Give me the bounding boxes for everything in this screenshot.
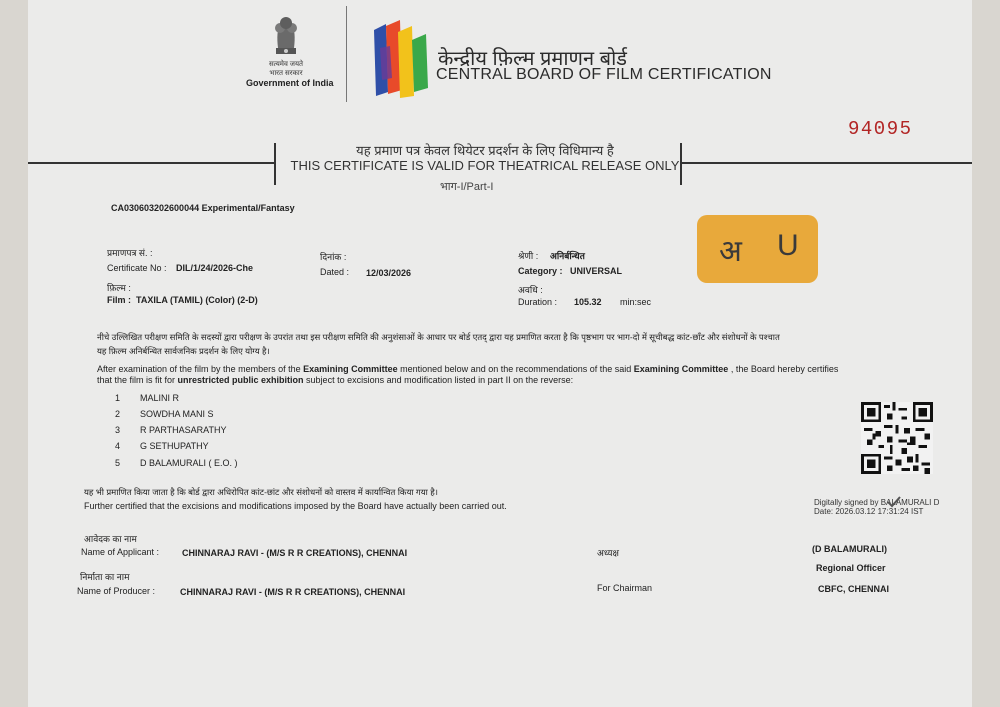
date-label: Dated : [320,267,350,277]
chairman-hindi: अध्यक्ष [597,548,619,558]
right-bracket [680,143,682,185]
right-rule [682,162,972,164]
left-rule [28,162,274,164]
statement-english-line1: After examination of the film by the members of the Examining Committee mentioned below and on the recommendations of the said Examining Committee , the Board hereby certifies [97,364,839,374]
producer-label: Name of Producer : [77,586,156,596]
applicant-hindi-label: आवेदक का नाम [84,534,137,544]
duration-hindi-label: अवधि : [518,285,543,295]
further-english: Further certified that the excisions and modifications imposed by the Board have actually been carried out. [84,501,507,511]
govt-of-india-label: Government of India [246,78,334,88]
emblem-govt-hindi: भारत सरकार [269,70,303,77]
category-value: UNIVERSAL [570,266,623,276]
further-hindi: यह भी प्रमाणित किया जाता है कि बोर्ड द्वारा अधिरोपित कांट-छांट और संशोधनों को वास्तव में कार्यान्वित किया गया है। [84,487,438,497]
left-bracket [274,143,276,185]
validity-hindi: यह प्रमाण पत्र केवल थियेटर प्रदर्शन के लिए विधिमान्य है [356,143,614,158]
digital-signature-line1: Digitally signed by BALAMURALI D [814,498,940,507]
duration-label: Duration : [518,297,558,307]
date-hindi-label: दिनांक : [320,252,347,262]
film-label: Film : [107,295,131,305]
board-name-english: CENTRAL BOARD OF FILM CERTIFICATION [436,66,772,83]
category-hindi-value: अनिर्बन्धित [550,251,585,261]
part-label: भाग-I/Part-I [440,181,494,193]
statement-hindi-line1: नीचे उल्लिखित परीक्षण समिति के सदस्यों द्वारा परीक्षण के उपरांत तथा इस परीक्षण समिति की अनुशंसाओं के आधार पर बोर्ड एतद् द्वारा यह प्रमाणित करता है कि पृष्ठभाग पर भाग-दो में सूचीबद्ध कांट-छाँट और संशोधनों के पश्चात [97,332,780,342]
committee-member: R PARTHASARATHY [140,425,227,435]
emblem-block [246,12,334,88]
for-chairman-label: For Chairman [597,583,653,593]
signatory-office: CBFC, CHENNAI [818,584,889,594]
film-value: TAXILA (TAMIL) (Color) (2-D) [136,295,258,305]
signatory-title: Regional Officer [816,563,886,573]
committee-no: 2 [115,409,121,419]
applicant-label: Name of Applicant : [81,547,160,557]
board-name-hindi: केन्द्रीय फ़िल्म प्रमाणन बोर्ड [438,48,627,70]
cbfc-logo-icon [370,18,432,100]
qr-code-icon [860,402,934,474]
committee-no: 3 [115,425,121,435]
duration-value: 105.32 [574,297,602,307]
committee-member: SOWDHA MANI S [140,409,214,419]
statement-english-line2: that the film is fit for unrestricted public exhibition subject to excisions and modification listed in part II on the reverse: [97,375,574,385]
committee-no: 4 [115,441,121,451]
committee-member: MALINI R [140,393,180,403]
date-value: 12/03/2026 [366,268,412,278]
committee-member: D BALAMURALI ( E.O. ) [140,458,238,468]
category-label: Category : [518,266,563,276]
cert-no-value: DIL/1/24/2026-Che [176,263,254,273]
committee-no: 5 [115,458,121,468]
committee-no: 1 [115,393,121,403]
category-hindi-label: श्रेणी : [518,251,539,261]
committee-member: G SETHUPATHY [140,441,209,451]
signature-check-icon [886,494,902,510]
rating-hindi: अ [719,235,742,268]
producer-hindi-label: निर्माता का नाम [80,572,130,582]
header-divider [346,6,347,102]
applicant-value: CHINNARAJ RAVI - (M/S R R CREATIONS), CHENNAI [182,548,408,558]
digital-signature-line2: Date: 2026.03.12 17:31:24 IST [814,507,924,516]
cert-no-hindi-label: प्रमाणपत्र सं. : [107,248,153,258]
rating-badge [697,215,818,283]
digital-signature [814,498,939,516]
cert-no-label: Certificate No : [107,263,167,273]
producer-value: CHINNARAJ RAVI - (M/S R R CREATIONS), CHENNAI [180,587,406,597]
signatory-name: (D BALAMURALI) [812,544,887,554]
national-emblem-icon [266,12,306,60]
reference-number: CA030603202600044 Experimental/Fantasy [111,203,295,213]
duration-unit: min:sec [620,297,652,307]
statement-hindi-line2: यह फ़िल्म अनिर्बन्धित सार्वजनिक प्रदर्शन के लिए योग्य है। [97,346,270,356]
emblem-motto: सत्यमेव जयते [268,61,304,68]
validity-english: THIS CERTIFICATE IS VALID FOR THEATRICAL RELEASE ONLY [290,158,680,173]
rating-english: U [777,229,799,262]
film-hindi-label: फ़िल्म : [107,283,131,293]
serial-number: 94095 [848,118,913,140]
